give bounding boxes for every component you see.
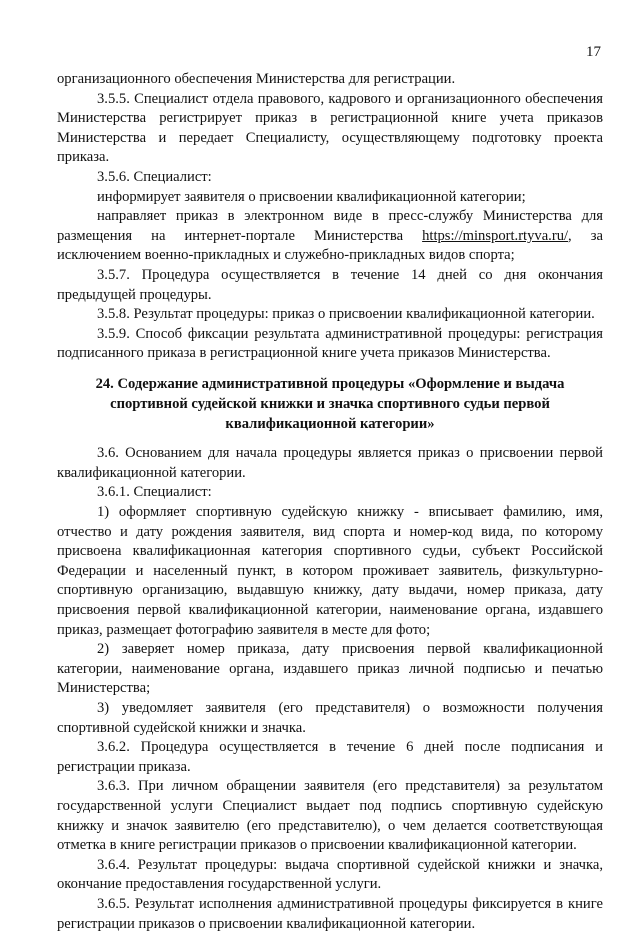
paragraph: 3.6.2. Процедура осуществляется в течение 6 дней после подписания и регистрации приказа. bbox=[57, 739, 603, 775]
ministry-portal-link[interactable]: https://minsport.rtyva.ru/ bbox=[422, 227, 569, 244]
paragraph: 3.5.6. Специалист: bbox=[97, 168, 212, 185]
paragraph: 3.5.8. Результат процедуры: приказ о присвоении квалификационной категории. bbox=[97, 306, 595, 323]
section-heading: 24. Содержание административной процедуры «Оформление и выдача спортивной судейской книжки и значка спортивного судьи первой квалификационной категории» bbox=[95, 375, 565, 432]
paragraph: 3.5.9. Способ фиксации результата административной процедуры: регистрация подписанного приказа в регистрационной книге учета приказов Министерства. bbox=[57, 325, 603, 362]
paragraph: 3.6.5. Результат исполнения административной процедуры фиксируется в книге регистрации приказов о присвоении квалификационной категории. bbox=[57, 895, 603, 932]
paragraph: 3.6.1. Специалист: bbox=[97, 484, 212, 501]
paragraph-text: , за исключением военно-прикладных и служебно-прикладных видов спорта; bbox=[57, 227, 603, 264]
paragraph: 1) оформляет спортивную судейскую книжку - вписывает фамилию, имя, отчество и дату рождения заявителя, вид спорта и номер-код вида, по которому присвоена квалификационная категория спортивного судьи, субъект Российской Федерации и населенный пункт, в котором проживает заявитель, физкультурно-спортивную организацию, выдавшую книжку, дату выдачи, номер приказа, дату присвоения первой квалификационной категории, наименование органа, издавшего приказ, размещает фотографию заявителя в месте для фото; bbox=[57, 504, 603, 638]
paragraph: 3.5.7. Процедура осуществляется в течение 14 дней со дня окончания предыдущей процедуры. bbox=[57, 266, 603, 303]
paragraph: организационного обеспечения Министерства для регистрации. bbox=[57, 71, 456, 87]
paragraph-text: направляет приказ в электронном виде в пресс-службу Министерства для размещения на интернет-портале Министерства bbox=[57, 208, 603, 244]
document-body bbox=[57, 70, 603, 934]
paragraph-with-link bbox=[57, 207, 603, 266]
paragraph: 3.5.5. Специалист отдела правового, кадрового и организационного обеспечения Министерства регистрирует приказ в регистрационной книге учета приказов Министерства и передает Специалисту, осуществляющему подготовку проекта приказа. bbox=[57, 90, 603, 166]
paragraph: 3.6.4. Результат процедуры: выдача спортивной судейской книжки и значка, окончание предоставления государственной услуги. bbox=[57, 856, 603, 893]
paragraph: 3) уведомляет заявителя (его представителя) о возможности получения спортивной судейской книжки и значка. bbox=[57, 700, 603, 736]
paragraph: 3.6.3. При личном обращении заявителя (его представителя) за результатом государственной услуги Специалист выдает под подпись спортивную судейскую книжку и значок заявителю (его представителю), о чем делается соответствующая отметка в книге регистрации приказов о присвоении квалификационной категории. bbox=[57, 778, 603, 854]
paragraph: 2) заверяет номер приказа, дату присвоения первой квалификационной категории, наименование органа, издавшего приказ личной подписью и печатью Министерства; bbox=[57, 641, 603, 697]
paragraph: информирует заявителя о присвоении квалификационной категории; bbox=[97, 188, 526, 205]
paragraph: 3.6. Основанием для начала процедуры является приказ о присвоении первой квалификационной категории. bbox=[57, 445, 603, 481]
page-number: 17 bbox=[586, 44, 601, 60]
